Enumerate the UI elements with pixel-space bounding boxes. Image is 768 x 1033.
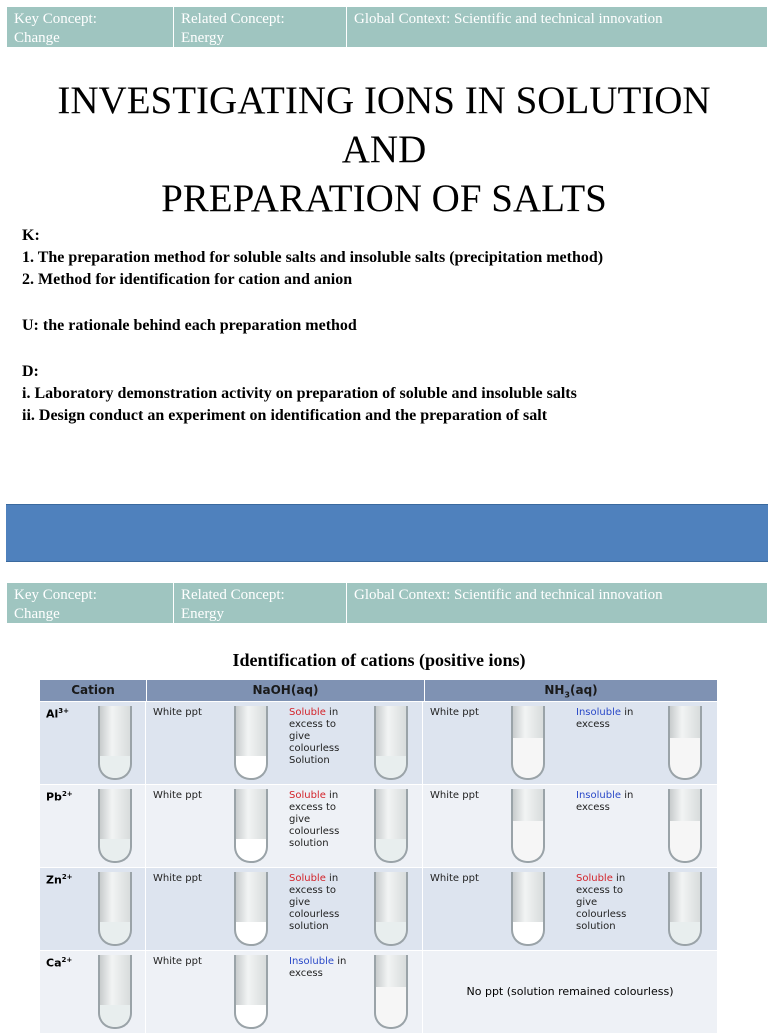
ion-label: $Ca^{2+}$ — [46, 956, 73, 970]
test-tube-image — [98, 706, 132, 780]
naoh-cell — [146, 702, 423, 784]
test-tube-image — [374, 789, 408, 863]
section-subtitle: Identification of cations (positive ions) — [232, 650, 526, 670]
naoh-excess-text: Soluble in excess to give colourless solution — [289, 790, 340, 849]
knowledge-label: K: — [22, 227, 40, 244]
nh3-cell — [423, 702, 718, 784]
do-label: D: — [22, 363, 39, 380]
nh3-observation: White ppt — [430, 707, 479, 718]
nh3-cell — [423, 868, 718, 950]
naoh-cell — [146, 951, 423, 1033]
naoh-observation: White ppt — [153, 790, 202, 801]
page-title — [0, 76, 768, 223]
test-tube-image — [374, 706, 408, 780]
title-line-1: INVESTIGATING IONS IN SOLUTION — [57, 79, 711, 122]
test-tube-image — [511, 872, 545, 946]
ion-label: $Zn^{2+}$ — [46, 873, 73, 887]
nh3-observation: White ppt — [430, 790, 479, 801]
test-tube-image — [668, 789, 702, 863]
test-tube-image — [234, 789, 268, 863]
naoh-excess-text: Insoluble in excess — [289, 956, 347, 979]
test-tube-image — [668, 872, 702, 946]
knowledge-item-2: 2. Method for identification for cation and anion — [22, 271, 353, 288]
test-tube-image — [668, 706, 702, 780]
nh3-observation: White ppt — [430, 873, 479, 884]
test-tube-image — [98, 789, 132, 863]
test-tube-image — [511, 789, 545, 863]
title-line-3: PREPARATION OF SALTS — [161, 177, 607, 220]
title-line-2: AND — [341, 128, 427, 171]
global-context-cell: Global Context: Scientific and technical innovation — [354, 587, 663, 603]
table-header-row — [40, 680, 718, 701]
nh3-observation: No ppt (solution remained colourless) — [466, 985, 674, 998]
do-item-1: i. Laboratory demonstration activity on preparation of soluble and insoluble salts — [22, 385, 577, 402]
cation-cell — [40, 951, 146, 1033]
nh3-excess-text: Soluble in excess to give colourless solution — [576, 873, 627, 932]
concept-header-bottom — [7, 583, 767, 623]
concept-header-top — [7, 7, 767, 47]
test-tube-image — [234, 872, 268, 946]
naoh-observation: White ppt — [153, 873, 202, 884]
table-row — [40, 701, 718, 784]
header-naoh: NaOH(aq) — [147, 680, 425, 701]
test-tube-image — [234, 706, 268, 780]
key-concept-cell: Key Concept: Change — [7, 583, 174, 623]
nh3-cell — [423, 785, 718, 867]
naoh-observation: White ppt — [153, 707, 202, 718]
knowledge-item-1: 1. The preparation method for soluble salts and insoluble salts (precipitation method) — [22, 249, 604, 266]
global-context-cell: Global Context: Scientific and technical innovation — [354, 11, 663, 27]
slide-divider-band — [6, 504, 768, 562]
cation-cell — [40, 702, 146, 784]
related-concept-cell: Related Concept: Energy — [174, 583, 347, 623]
test-tube-image — [374, 955, 408, 1029]
test-tube-image — [234, 955, 268, 1029]
test-tube-image — [98, 955, 132, 1029]
ion-label: $Pb^{2+}$ — [46, 790, 73, 804]
table-row — [40, 784, 718, 867]
test-tube-image — [511, 706, 545, 780]
naoh-excess-text: Soluble in excess to give colourless solution — [289, 873, 340, 932]
test-tube-image — [374, 872, 408, 946]
learning-objectives — [22, 225, 757, 427]
related-concept-cell: Related Concept: Energy — [174, 7, 347, 47]
cation-cell — [40, 868, 146, 950]
naoh-observation: White ppt — [153, 956, 202, 967]
naoh-cell — [146, 785, 423, 867]
header-nh3: $NH_3(aq)$ — [425, 680, 718, 701]
nh3-cell — [423, 951, 718, 1033]
table-row — [40, 867, 718, 950]
nh3-excess-text: Insoluble in excess — [576, 707, 634, 730]
cation-identification-table — [40, 680, 718, 1033]
test-tube-image — [98, 872, 132, 946]
naoh-cell — [146, 868, 423, 950]
understanding-item: U: the rationale behind each preparation method — [22, 317, 357, 334]
nh3-excess-text: Insoluble in excess — [576, 790, 634, 813]
header-cation: Cation — [40, 680, 147, 701]
cation-cell — [40, 785, 146, 867]
ion-label: $Al^{3+}$ — [46, 707, 70, 721]
key-concept-cell: Key Concept: Change — [7, 7, 174, 47]
do-item-2: ii. Design conduct an experiment on identification and the preparation of salt — [22, 407, 548, 424]
table-row — [40, 950, 718, 1033]
naoh-excess-text: Soluble in excess to give colourless Solution — [289, 707, 340, 766]
